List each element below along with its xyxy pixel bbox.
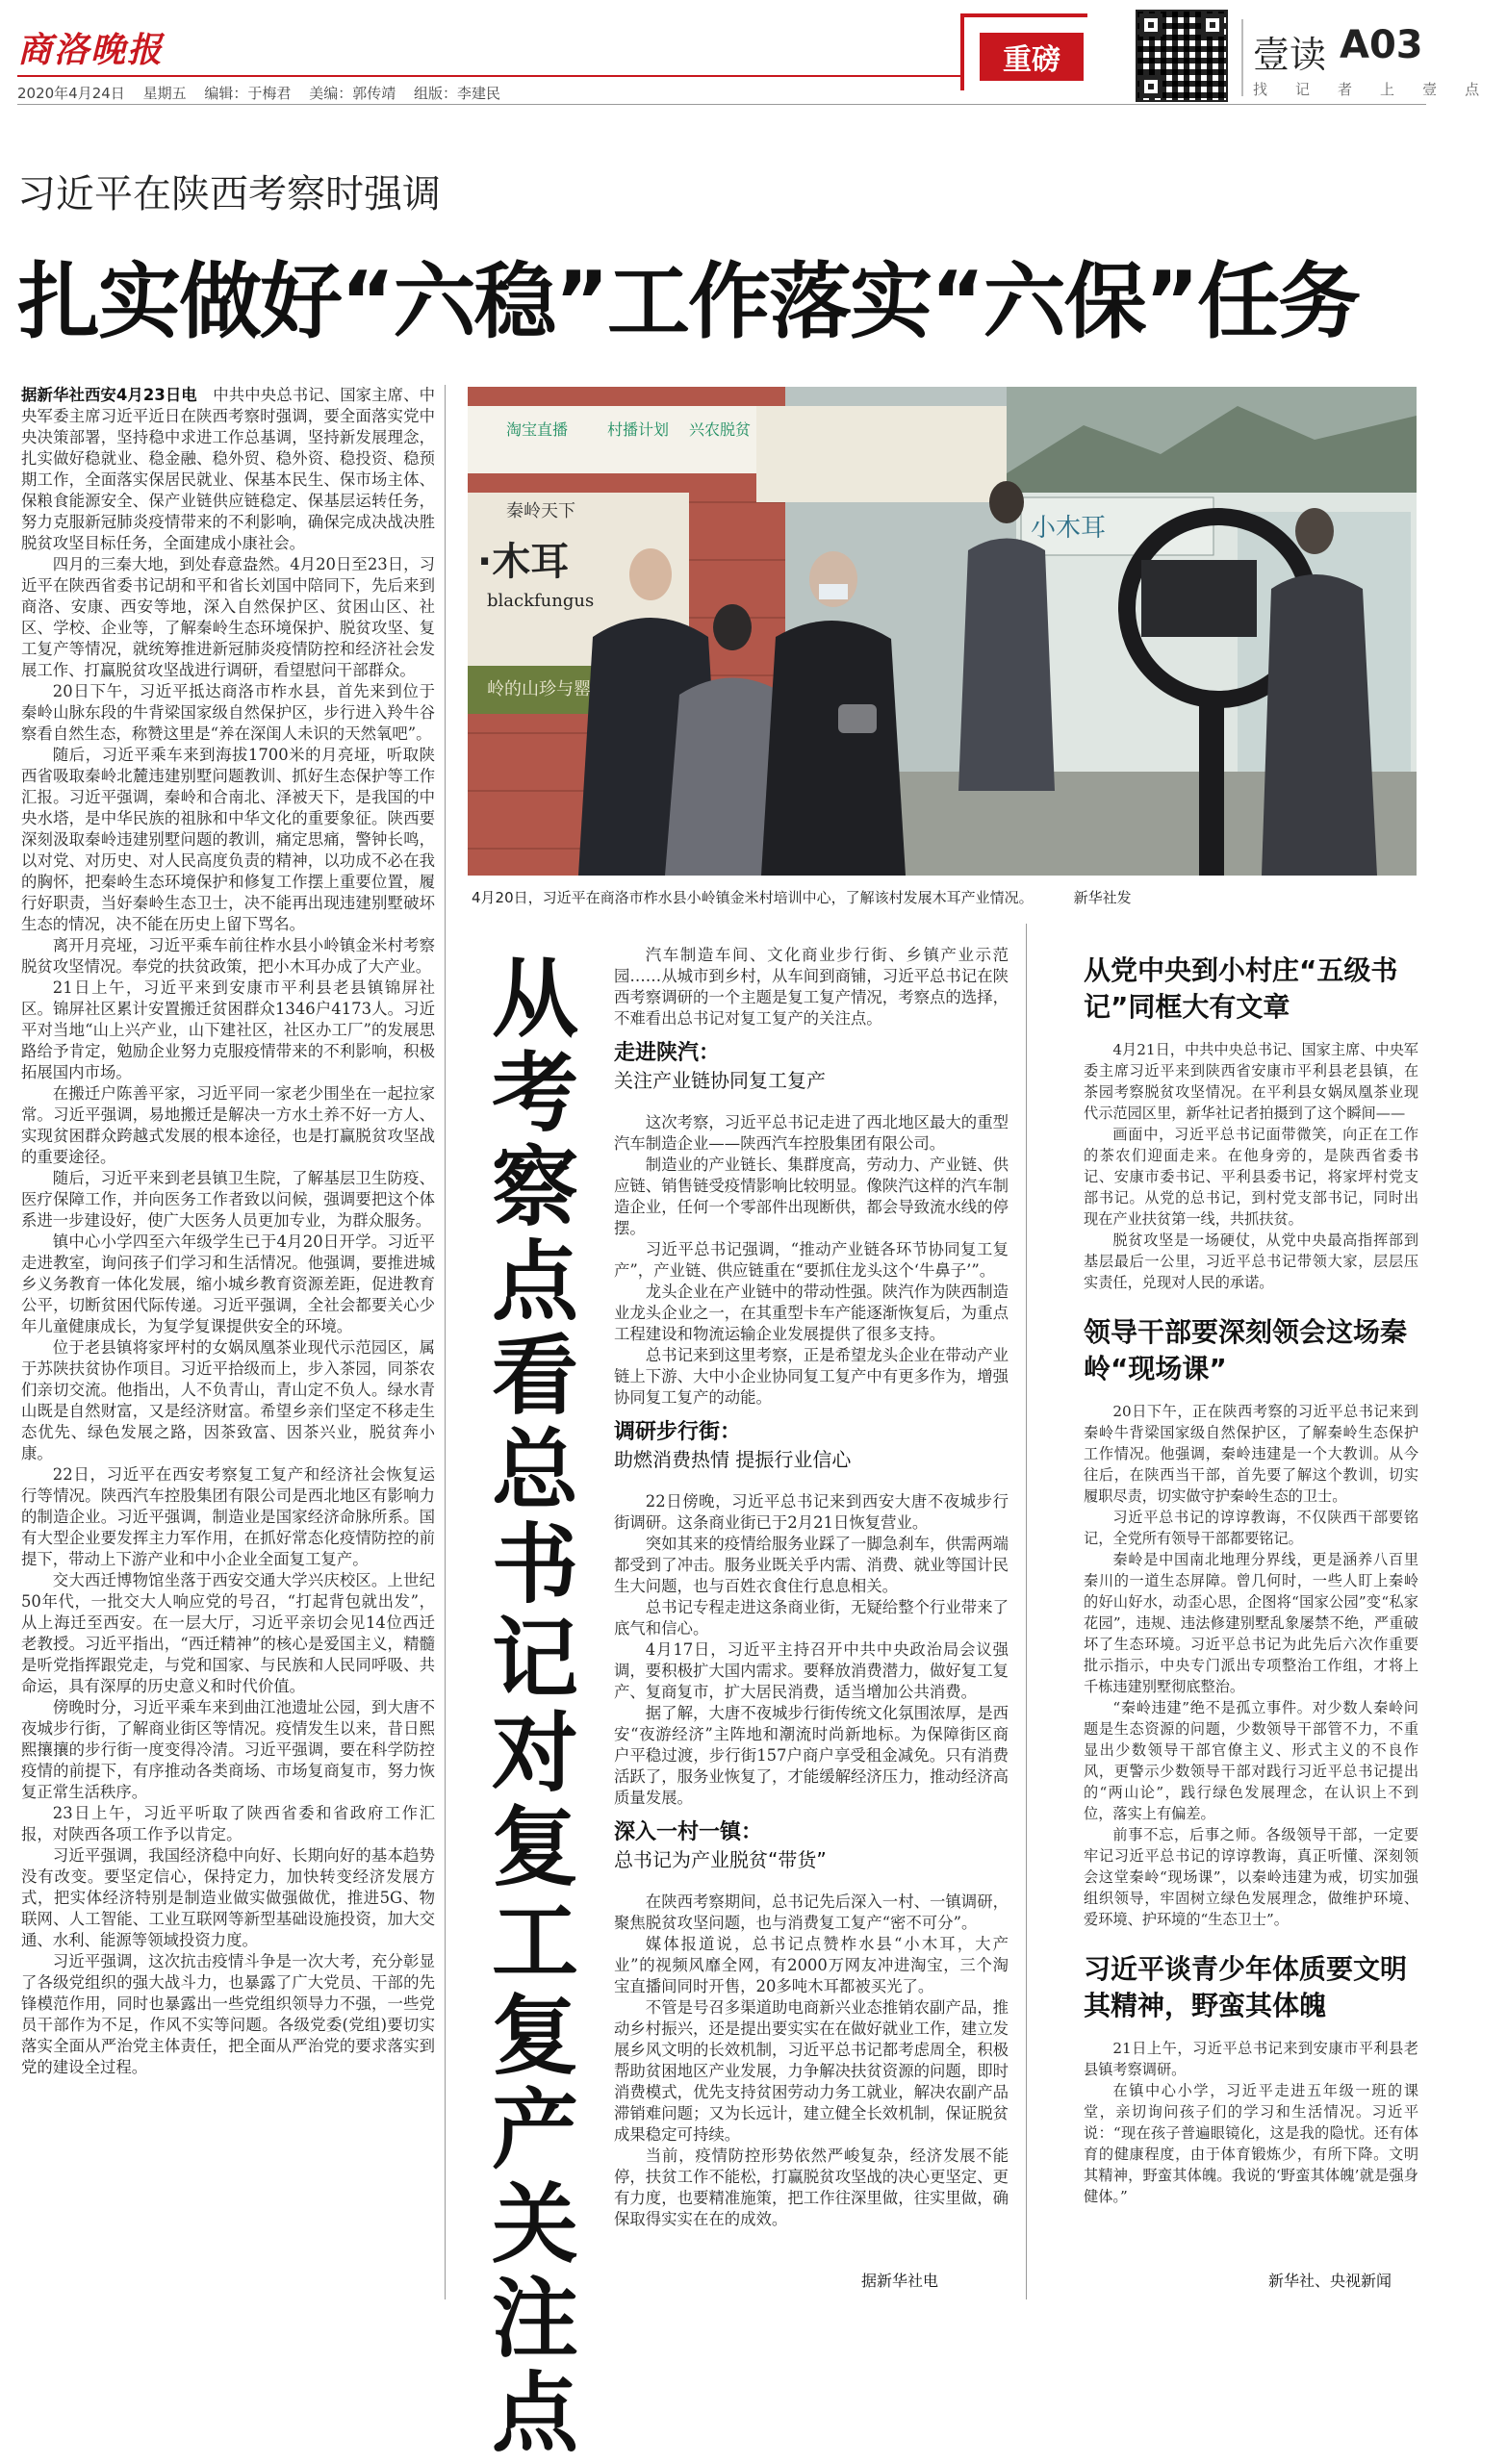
- page-number: A03: [1340, 23, 1423, 67]
- paragraph: 21日上午，习近平来到安康市平利县老县镇锦屏社区。锦屏社区累计安置搬迁贫困群众1346户4173人。习近平对当地“山上兴产业，山下建社区，社区办工厂”的发展思路给予肯定，勉励企业努力克服疫情带来的不利影响，积极拓展国内市场。: [21, 978, 435, 1081]
- paragraph: 当前，疫情防控形势依然严峻复杂，经济发展不能停，扶贫工作不能松，打赢脱贫攻坚战的决心更坚定、更有力度，也要精准施策，把工作往深里做，往实里做，确保取得实实在在的成效。: [614, 2146, 1009, 2228]
- tagline-char: 点: [1465, 81, 1483, 98]
- lead-paragraph: [21, 385, 435, 554]
- photo-caption-text: 4月20日，习近平在商洛市柞水县小岭镇金米村培训中心，了解该村发展木耳产业情况。: [472, 889, 1034, 906]
- sign-blackfungus: blackfungus: [487, 591, 595, 611]
- paragraph: 22日傍晚，习近平总书记来到西安大唐不夜城步行街调研。这条商业街已于2月21日恢复营业。: [614, 1492, 1009, 1532]
- art-editor-credit: 美编：郭传靖: [309, 85, 396, 102]
- paragraph: 傍晚时分，习近平乘车来到曲江池遗址公园，到大唐不夜城步行街，了解商业街区等情况。疫情发生以来，昔日熙熙攘攘的步行街一度变得冷清。习近平强调，要在科学防控疫情的前提下，有序推动各类商场、市场复商复市，努力恢复正常生活秩序。: [21, 1698, 435, 1801]
- feature-body: [614, 945, 1009, 2292]
- sidebar-story-body: [1084, 2038, 1418, 2207]
- paragraph: 在镇中心小学，习近平走进五年级一班的课堂，亲切询问孩子们的学习和生活情况。习近平说：“现在孩子普遍眼镜化，这是我的隐忧。还有体育的健康程度，由于体育锻炼少，有所下降。文明其精神，野蛮其体魄。我说的‘野蛮其体魄’就是强身健体。”: [1084, 2082, 1418, 2205]
- header-bottom-rule: [17, 104, 1426, 105]
- lead-headline: 扎实做好“六稳”工作落实“六保”任务: [17, 254, 1360, 350]
- paragraph: 习近平强调，这次抗击疫情斗争是一次大考，充分彰显了各级党组织的强大战斗力，也暴露了广大党员、干部的先锋模范作用，同时也暴露出一些党组织领导力不强，一些党员干部作为不足，作风不实等问题。各级党委(党组)要切实落实全面从严治党主体责任，把全面从严治党的要求落实到党的建设全过程。: [21, 1952, 435, 2076]
- qr-code-icon[interactable]: [1136, 10, 1228, 102]
- section-subheading: 助燃消费热情 提振行业信心: [614, 1448, 852, 1471]
- paragraph: 画面中，习近平总书记面带微笑，向正在工作的茶农们迎面走来。在他身旁的，是陕西省委书记、安康市委书记、平利县委书记，将家坪村党支部书记。从党的总书记，到村党支部书记，同时出现在产业扶贫第一线，共抓扶贫。: [1084, 1126, 1418, 1228]
- feature-intro: 汽车制造车间、文化商业步行街、乡镇产业示范园……从城市到乡村，从车间到商铺，习近平总书记在陕西考察调研的一个主题是复工复产情况，考察点的选择，不难看出总书记对复工复产的关注点。: [614, 946, 1009, 1028]
- paragraph: 不管是号召多渠道助电商新兴业态推销农副产品，推动乡村振兴，还是提出要实实在在做好就业工作，建立发展乡风文明的长效机制，习近平总书记都考虑周全，积极帮助贫困地区产业发展，力争解决扶贫资源的问题，即时消费模式，优先支持贫困劳动力务工就业，解决农副产品滞销难问题；又为长远计，建立健全长效机制，保证脱贫成果稳定可持续。: [614, 1998, 1009, 2144]
- tagline-char: 壹: [1422, 81, 1441, 98]
- paragraph: 龙头企业在产业链中的带动性强。陕汽作为陕西制造业龙头企业之一，在其重型卡车产能逐渐恢复后，为重点工程建设和物流运输企业发展提供了很多支持。: [614, 1283, 1009, 1343]
- paragraph: 随后，习近平乘车来到海拔1700米的月亮垭，听取陕西省吸取秦岭北麓违建别墅问题教训、抓好生态保护等工作汇报。习近平强调，秦岭和合南北、泽被天下，是我国的中央水塔，是中华民族的祖脉和中华文化的重要象征。陕西要深刻汲取秦岭违建别墅问题的教训，痛定思痛，警钟长鸣，以对党、对历史、对人民高度负责的精神，以功成不必在我的胸怀，把秦岭生态环境保护和修复工作摆上重要位置，履行好职责，当好秦岭生态卫士，决不能再出现违建别墅破坏生态的情况，决不能在历史上留下骂名。: [21, 746, 435, 933]
- issue-date: 2020年4月24日: [17, 85, 125, 102]
- sidebar-story-body: [1084, 1039, 1418, 1293]
- feature-source: 据新华社电: [861, 2272, 939, 2290]
- photo-caption: [472, 887, 1132, 907]
- tagline-char: 上: [1380, 81, 1398, 98]
- sign-shanzhen: 岭的山珍与罂: [487, 679, 591, 699]
- sign-xiaomuer: 小木耳: [1031, 514, 1107, 543]
- editor-credit: 编辑：于梅君: [204, 85, 292, 102]
- sign-taobao: 淘宝直播: [506, 420, 569, 439]
- paragraph: 秦岭是中国南北地理分界线，更是涵养八百里秦川的一道生态屏障。曾几何时，一些人盯上秦岭的好山好水，动歪心思，企图将“国家公园”变“私家花园”，违规、违法修建别墅乱象屡禁不绝，严重破坏了生态环境。习近平总书记为此先后六次作重要批示指示，中央专门派出专项整治工作组，才将上千栋违建别墅彻底整治。: [1084, 1551, 1418, 1695]
- tagline-char: 找: [1253, 81, 1271, 98]
- sign-cunbo: 村播计划: [607, 420, 670, 439]
- paragraph: 制造业的产业链长、集群度高，劳动力、产业链、供应链、销售链受疫情影响比较明显。像陕汽这样的汽车制造企业，任何一个零部件出现断供，都会导致流水线的停摆。: [614, 1156, 1009, 1237]
- reporter-tagline: [1253, 79, 1507, 99]
- paragraph: 四月的三秦大地，到处春意盎然。4月20日至23日，习近平在陕西省委书记胡和平和省长刘国中陪同下，先后来到商洛、安康、西安等地，深入自然保护区、贫困山区、社区、学校、企业等，了解秦岭生态环境保护、脱贫攻坚、复工复产等情况，就统筹推进新冠肺炎疫情防控和经济社会发展工作、打赢脱贫攻坚战进行调研，看望慰问干部群众。: [21, 555, 435, 679]
- paragraph: 习近平强调，我国经济稳中向好、长期向好的基本趋势没有改变。要坚定信心，保持定力，加快转变经济发展方式，把实体经济特别是制造业做实做强做优，推进5G、物联网、人工智能、工业互联网等新型基础设施投资，加大交通、水利、能源等领域投资力度。: [21, 1846, 435, 1949]
- paragraph-text: 中共中央总书记、国家主席、中央军委主席习近平近日在陕西考察时强调，要全面落实党中央决策部署，坚持稳中求进工作总基调，坚持新发展理念，扎实做好稳就业、稳金融、稳外贸、稳外资、稳投资、稳预期工作，全面落实保居民就业、保基本民生、保市场主体、保粮食能源安全、保产业链供应链稳定、保基层运转任务，努力克服新冠肺炎疫情带来的不利影响，确保完成决战决胜脱贫攻坚目标任务，全面建成小康社会。: [21, 386, 436, 552]
- section-heading: 深入一村一镇：: [614, 1820, 763, 1844]
- paragraph: 媒体报道说，总书记点赞柞水县“小木耳，大产业”的视频风靡全网，有2000万网友冲进淘宝，三个淘宝直播间同时开售，20多吨木耳都被买光了。: [614, 1935, 1009, 1995]
- paragraph: 在陕西考察期间，总书记先后深入一村、一镇调研，聚焦脱贫攻坚问题，也与消费复工复产“密不可分”。: [614, 1892, 1009, 1932]
- feature-vertical-title: 从考察点看总书记对复工复产关注点: [492, 949, 578, 2464]
- lead-story-body: [21, 385, 435, 2299]
- paragraph: “秦岭违建”绝不是孤立事件。对少数人秦岭问题是生态资源的问题，少数领导干部管不力，不重显出少数领导干部官僚主义、形式主义的不良作风，更警示少数领导干部对践行习近平总书记提出的“两山论”，践行绿色发展理念，在认识上不到位，落实上有偏差。: [1084, 1699, 1418, 1822]
- paragraph: 镇中心小学四至六年级学生已于4月20日开学。习近平走进教室，询问孩子们学习和生活情况。他强调，要推进城乡义务教育一体化发展，缩小城乡教育资源差距，促进教育公平，切断贫困代际传递。习近平强调，全社会都要关心少年儿童健康成长，为复学复课提供安全的环境。: [21, 1232, 435, 1335]
- header-vertical-divider: [1241, 19, 1243, 96]
- paragraph: 位于老县镇将家坪村的女娲凤凰茶业现代示范园区，属于苏陕扶贫协作项目。习近平拾级而上，步入茶园，同茶农们亲切交流。他指出，人不负青山，青山定不负人。绿水青山既是自然财富，又是经济财富。希望乡亲们坚定不移走生态优先、绿色发展之路，因茶致富、因茶兴业，脱贫奔小康。: [21, 1338, 435, 1462]
- section-name: 壹读: [1253, 34, 1327, 76]
- layout-editor-credit: 组版：李建民: [413, 85, 500, 102]
- section-heading: 调研步行街：: [614, 1420, 742, 1444]
- sidebar-headline: 领导干部要深刻领会这场秦岭“现场课”: [1084, 1316, 1408, 1384]
- column-rule: [1026, 924, 1027, 2299]
- sidebar: [1084, 953, 1418, 2299]
- paragraph: 总书记来到这里考察，正是希望龙头企业在带动产业链上下游、大中小企业协同复工复产中有更多作为，增强协同复工复产的动能。: [614, 1346, 1009, 1407]
- section-subheading: 关注产业链协同复工复产: [614, 1069, 826, 1092]
- paragraph: 20日下午，正在陕西考察的习近平总书记来到秦岭牛背梁国家级自然保护区，了解秦岭生态保护工作情况。他强调，秦岭违建是一个大教训。从今往后，在陕西当干部，首先要了解这个教训，切实履职尽责，切实做守护秦岭生态的卫士。: [1084, 1403, 1418, 1505]
- sign-muer: ·木耳: [477, 540, 570, 584]
- masthead-logo: 商洛晚报: [17, 30, 165, 70]
- paragraph: 前事不忘，后事之师。各级领导干部，一定要牢记习近平总书记的谆谆教诲，真正听懂、深刻领会这堂秦岭“现场课”，以秦岭违建为戒，切实加强组织领导，牢固树立绿色发展理念，做维护环境、爱环境、护环境的“生态卫士”。: [1084, 1826, 1418, 1928]
- paragraph: 在搬迁户陈善平家，习近平同一家老少围坐在一起拉家常。习近平强调，易地搬迁是解决一方水土养不好一方人、实现贫困群众跨越式发展的根本途径，也是打赢脱贫攻坚战的重要途径。: [21, 1084, 435, 1166]
- paragraph: 据了解，大唐不夜城步行街传统文化氛围浓厚，是西安“夜游经济”主阵地和潮流时尚新地标。为保障街区商户平稳过渡，步行街157户商户享受租金减免。只有消费活跃了，服务业恢复了，才能缓解经济压力，推动经济高质量发展。: [614, 1704, 1009, 1807]
- sidebar-source: 新华社、央视新闻: [1268, 2272, 1392, 2290]
- paragraph: 离开月亮垭，习近平乘车前往柞水县小岭镇金米村考察脱贫攻坚情况。奉党的扶贫政策，把小木耳办成了大产业。: [21, 936, 435, 976]
- sidebar-story-body: [1084, 1401, 1418, 1930]
- sign-xingnong: 兴农脱贫: [689, 420, 752, 439]
- paragraph: 突如其来的疫情给服务业踩了一脚急刹车，供需两端都受到了冲击。服务业既关乎内需、消费、就业等国计民生大问题，也与百姓衣食住行息息相关。: [614, 1535, 1009, 1595]
- paragraph: 脱贫攻坚是一场硬仗，从党中央最高指挥部到基层最后一公里，习近平总书记带领大家，层层压实责任，兑现对人民的承诺。: [1084, 1232, 1418, 1291]
- paragraph: 4月21日，中共中央总书记、国家主席、中央军委主席习近平来到陕西省安康市平利县老县镇，在茶园考察脱贫攻坚情况。在平利县女娲凤凰茶业现代示范园区里，新华社记者拍摄到了这个瞬间——: [1084, 1041, 1418, 1122]
- paragraph: 习近平总书记强调，“推动产业链各环节协同复工复产”，产业链、供应链重在“要抓住龙头这个‘牛鼻子’”。: [614, 1240, 1009, 1280]
- paragraph: 22日，习近平在西安考察复工复产和经济社会恢复运行等情况。陕西汽车控股集团有限公司是西北地区有影响力的制造企业。习近平强调，制造业是国家经济命脉所系。国有大型企业要发挥主力军作用，在抓好常态化疫情防控的前提下，带动上下游产业和中小企业全面复工复产。: [21, 1465, 435, 1568]
- sidebar-headline: 从党中央到小村庄“五级书记”同框大有文章: [1084, 954, 1398, 1023]
- sign-qinling: 秦岭天下: [506, 501, 575, 521]
- paragraph: 4月17日，习近平主持召开中共中央政治局会议强调，要积极扩大国内需求。要释放消费潜力，做好复工复产、复商复市，扩大居民消费，适当增加公共消费。: [614, 1640, 1009, 1701]
- section-badge: 重磅: [980, 33, 1084, 81]
- lead-kicker: 习近平在陕西考察时强调: [17, 172, 441, 216]
- paragraph: 这次考察，习近平总书记走进了西北地区最大的重型汽车制造企业——陕西汽车控股集团有限公司。: [614, 1113, 1009, 1153]
- issue-dateline: [17, 83, 514, 103]
- news-photo: [468, 387, 1417, 876]
- paragraph: 20日下午，习近平抵达商洛市柞水县，首先来到位于秦岭山脉东段的牛背梁国家级自然保护区，步行进入羚牛谷察看自然生态，称赞这里是“养在深闺人未识的天然氧吧”。: [21, 682, 435, 743]
- paragraph: 交大西迁博物馆坐落于西安交通大学兴庆校区。上世纪50年代，一批交大人响应党的号召，“打起背包就出发”，从上海迁至西安。在一层大厅，习近平亲切会见14位西迁老教授。习近平指出，“西迁精神”的核心是爱国主义，精髓是听党指挥跟党走，与党和国家、与民族和人民同呼吸、共命运，具有深厚的历史意义和时代价值。: [21, 1571, 435, 1695]
- sidebar-headline: 习近平谈青少年体质要文明其精神，野蛮其体魄: [1084, 1953, 1408, 2021]
- issue-weekday: 星期五: [142, 85, 187, 102]
- paragraph: 习近平总书记的谆谆教诲，不仅陕西干部要铭记，全党所有领导干部都要铭记。: [1084, 1509, 1418, 1547]
- section-heading: 走进陕汽：: [614, 1041, 721, 1065]
- dateline: 据新华社西安4月23日电: [21, 386, 197, 404]
- tagline-char: 记: [1295, 81, 1314, 98]
- column-rule: [445, 385, 446, 2299]
- header-divider: [17, 75, 960, 77]
- paragraph: 随后，习近平来到老县镇卫生院，了解基层卫生防疫、医疗保障工作，并向医务工作者致以问候，强调要把这个体系进一步建设好，使广大医务人员更加专业，为群众服务。: [21, 1169, 435, 1230]
- paragraph: 21日上午，习近平总书记来到安康市平利县老县镇考察调研。: [1084, 2040, 1418, 2078]
- section-subheading: 总书记为产业脱贫“带货”: [614, 1848, 827, 1871]
- tagline-char: 者: [1338, 81, 1356, 98]
- photo-credit: 新华社发: [1073, 889, 1132, 906]
- paragraph: 23日上午，习近平听取了陕西省委和省政府工作汇报，对陕西各项工作予以肯定。: [21, 1804, 435, 1843]
- paragraph: 总书记专程走进这条商业街，无疑给整个行业带来了底气和信心。: [614, 1598, 1009, 1638]
